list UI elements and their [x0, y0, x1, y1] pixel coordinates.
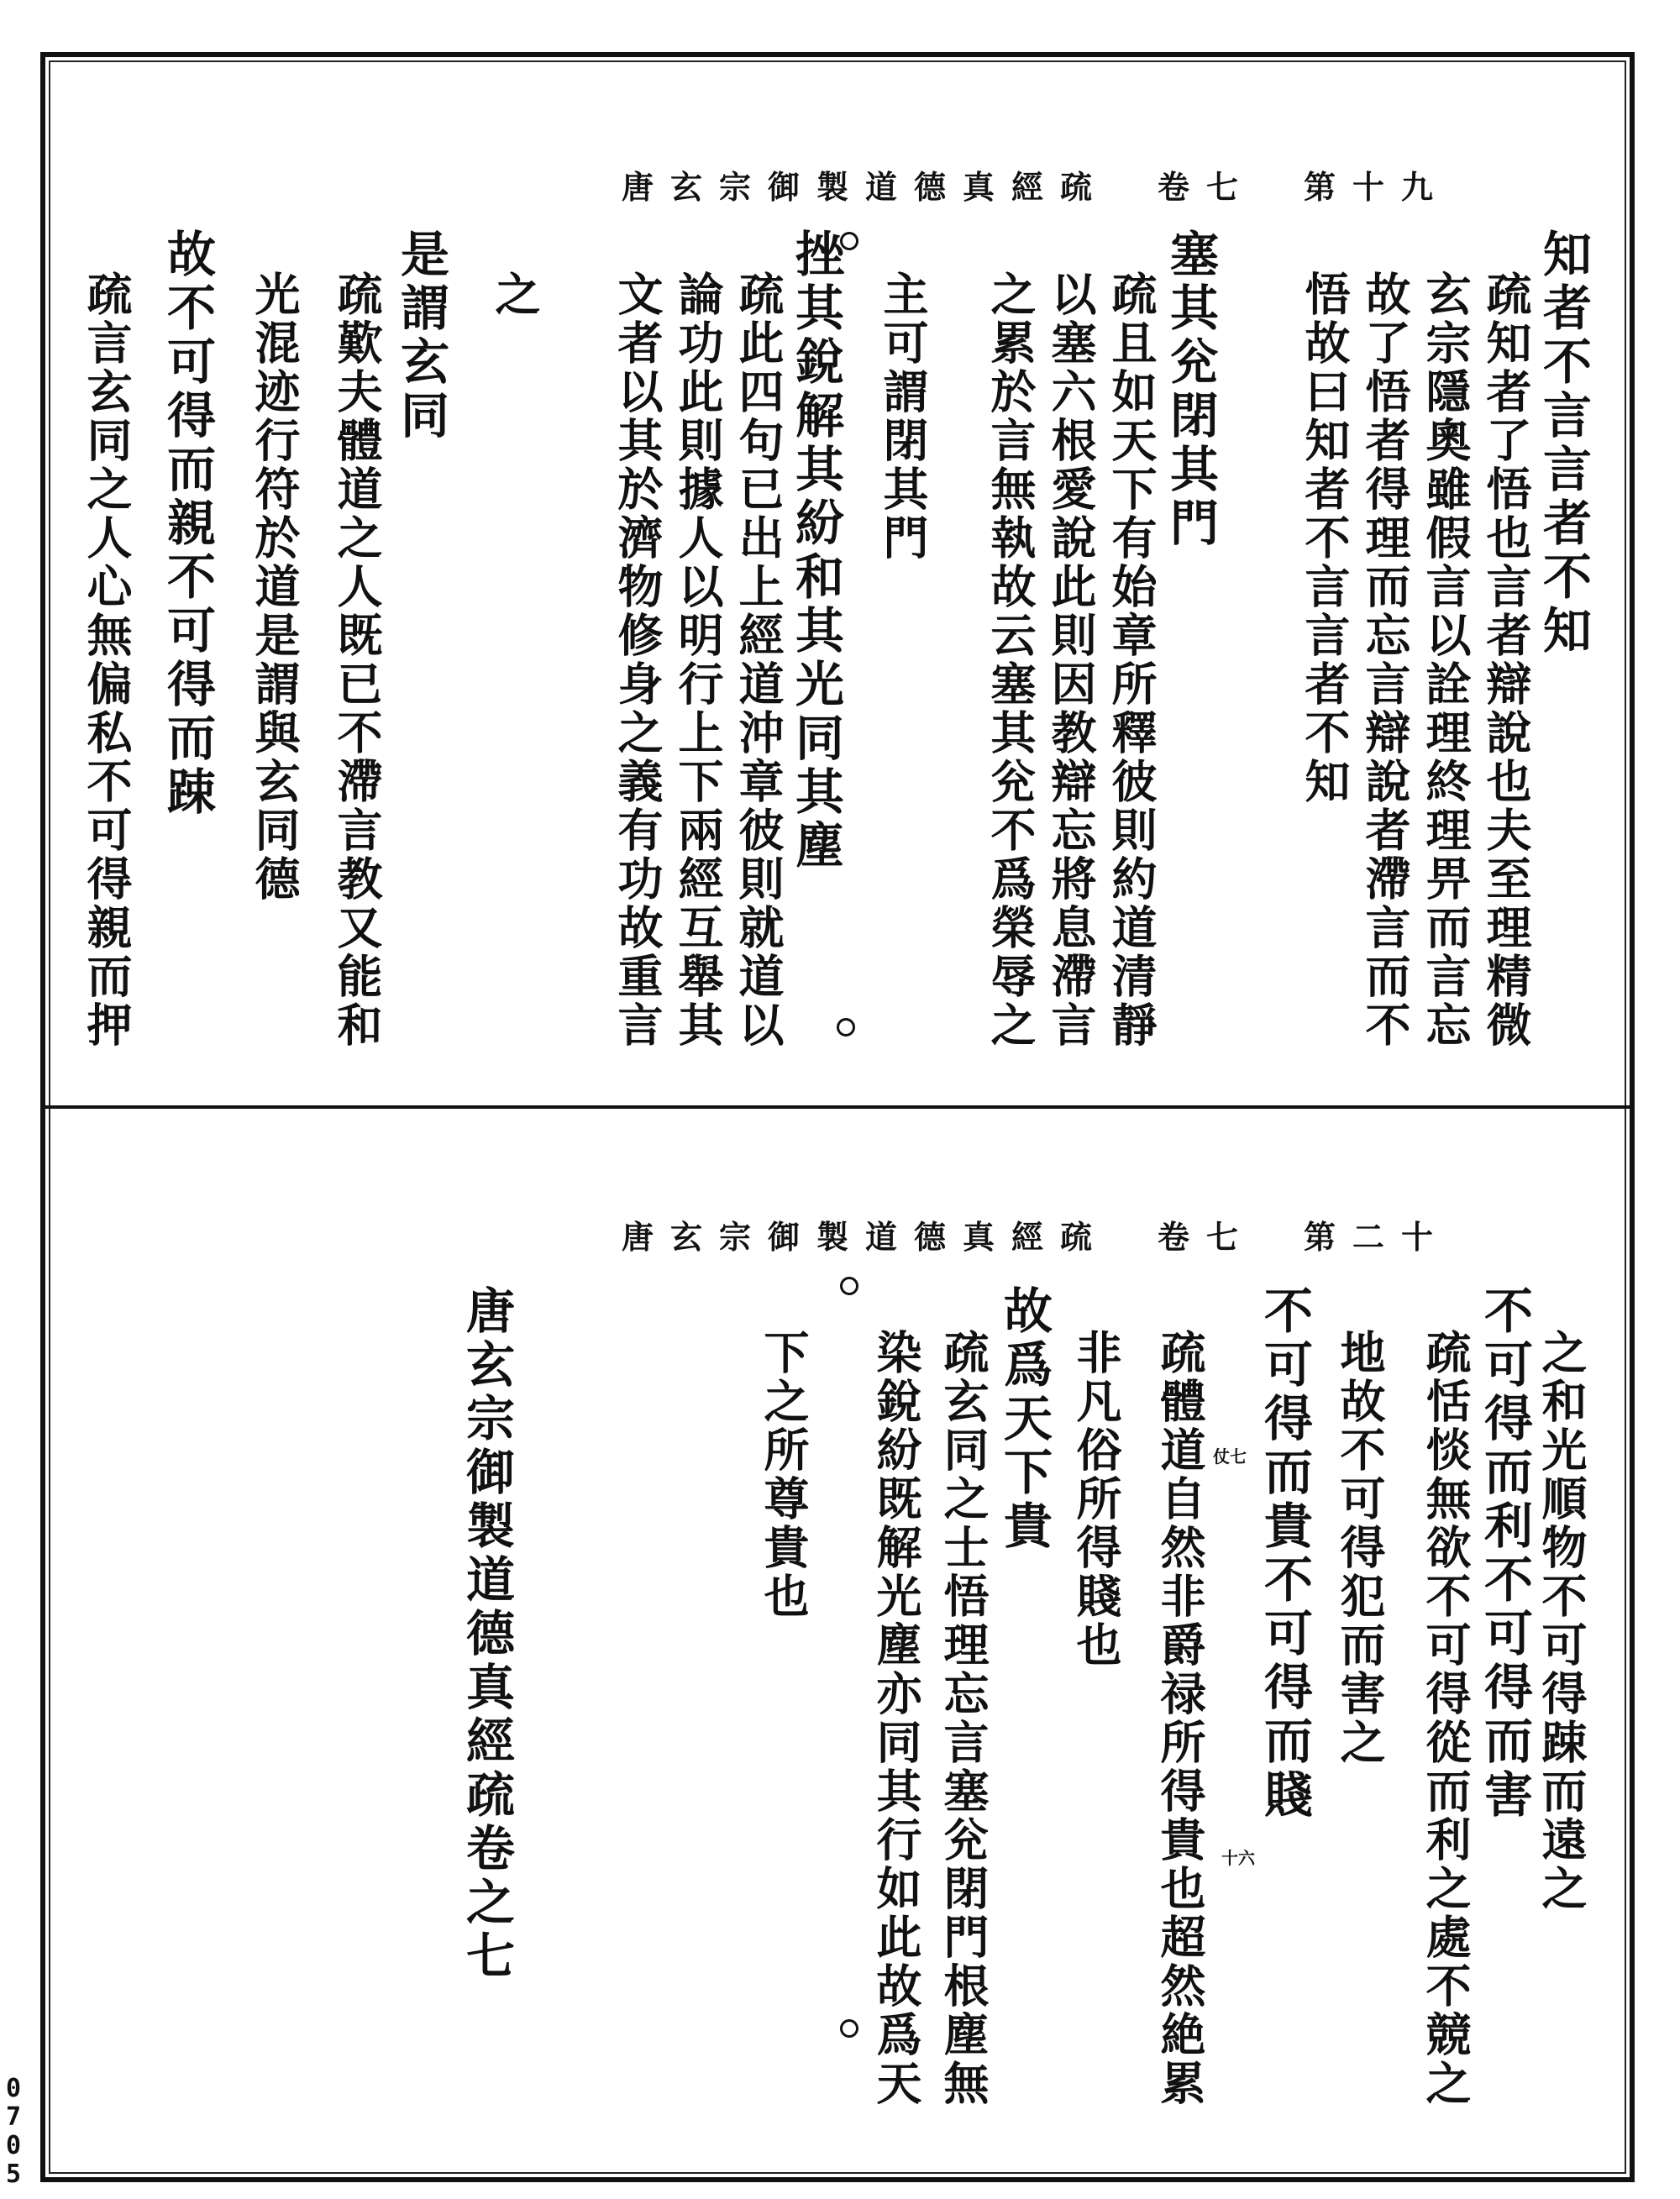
top-col-6: 塞其兊閉其門	[1162, 228, 1219, 551]
bottom-margin-note-1: 十六	[1221, 1848, 1255, 1868]
top-col-19: 故不可得而親不可得而踈	[159, 228, 216, 820]
top-col-17: 疏歎夫體道之人既已不滯言教又能和	[330, 270, 384, 1050]
bottom-col-8: 故爲天下貴	[995, 1285, 1053, 1554]
top-col-3: 玄宗隱奧雖假言以詮理終理畀而言忘	[1419, 270, 1473, 1050]
top-col-8: 以塞六根愛說此則因教辯忘將息滯言	[1044, 270, 1098, 1050]
top-col-15: 之	[488, 270, 542, 319]
top-circle-mark-1	[840, 232, 858, 250]
bottom-col-10: 染銳紛既解光塵亦同其行如此故爲天	[869, 1329, 923, 2108]
bottom-col-3: 疏恬惔無欲不可得從而利之處不競之	[1419, 1329, 1473, 2108]
top-col-2: 疏知者了悟也言者辯說也夫至理精微	[1479, 270, 1533, 1050]
top-col-14: 文者以其於濟物修身之義有功故重言	[611, 270, 664, 1050]
bottom-col-1: 之和光順物不可得踈而遠之	[1535, 1329, 1588, 1913]
bottom-margin-note-2: 仗七	[1213, 1446, 1247, 1467]
bottom-col-4: 地故不可得犯而害之	[1333, 1329, 1387, 1767]
bottom-page-header: 唐玄宗御製道德真經疏 卷七 第二十	[622, 1218, 1451, 1256]
top-col-9: 之累於言無執故云塞其兊不爲榮辱之	[984, 270, 1037, 1050]
top-page-header: 唐玄宗御製道德真經疏 卷七 第十九	[622, 168, 1451, 206]
bottom-col-6: 疏體道自然非爵禄所得貴也超然絶累	[1153, 1329, 1207, 2108]
top-circle-mark-2	[837, 1018, 855, 1037]
bottom-circle-mark-1	[840, 1277, 858, 1295]
top-col-12: 疏此四句已出上經道沖章彼則就道以	[732, 270, 785, 1050]
top-col-7: 疏且如天下有始章所釋彼則約道清靜	[1105, 270, 1158, 1050]
top-col-20: 疏言玄同之人心無偏私不可得親而押	[80, 270, 134, 1050]
bottom-circle-mark-2	[840, 2019, 858, 2038]
top-col-1: 知者不言言者不知	[1535, 228, 1592, 659]
bottom-col-12: 唐玄宗御製道德真經疏卷之七	[458, 1285, 515, 1984]
top-col-16: 是謂玄同	[392, 228, 449, 443]
top-col-13: 論功此則據人以明行上下兩經互舉其	[671, 270, 725, 1050]
bottom-col-11: 下之所尊貴也	[757, 1329, 811, 1621]
top-col-11: 挫其銳解其紛和其光同其塵	[787, 228, 844, 874]
bottom-col-2: 不可得而利不可得而害	[1476, 1285, 1533, 1823]
top-col-5: 悟故曰知者不言言者不知	[1298, 270, 1352, 806]
bottom-col-5: 不可得而貴不可得而賤	[1256, 1285, 1313, 1823]
top-col-18: 光混迹行符於道是謂與玄同德	[248, 270, 302, 904]
page-divider	[45, 1105, 1630, 1109]
bottom-col-9: 疏玄同之士悟理忘言塞兊閉門根塵無	[937, 1329, 990, 2108]
page-number: 0705	[5, 2074, 22, 2189]
bottom-col-7: 非凡俗所得賤也	[1069, 1329, 1123, 1670]
top-col-4: 故了悟者得理而忘言辯說者滯言而不	[1358, 270, 1412, 1050]
top-col-10: 主可謂閉其門	[876, 270, 930, 563]
